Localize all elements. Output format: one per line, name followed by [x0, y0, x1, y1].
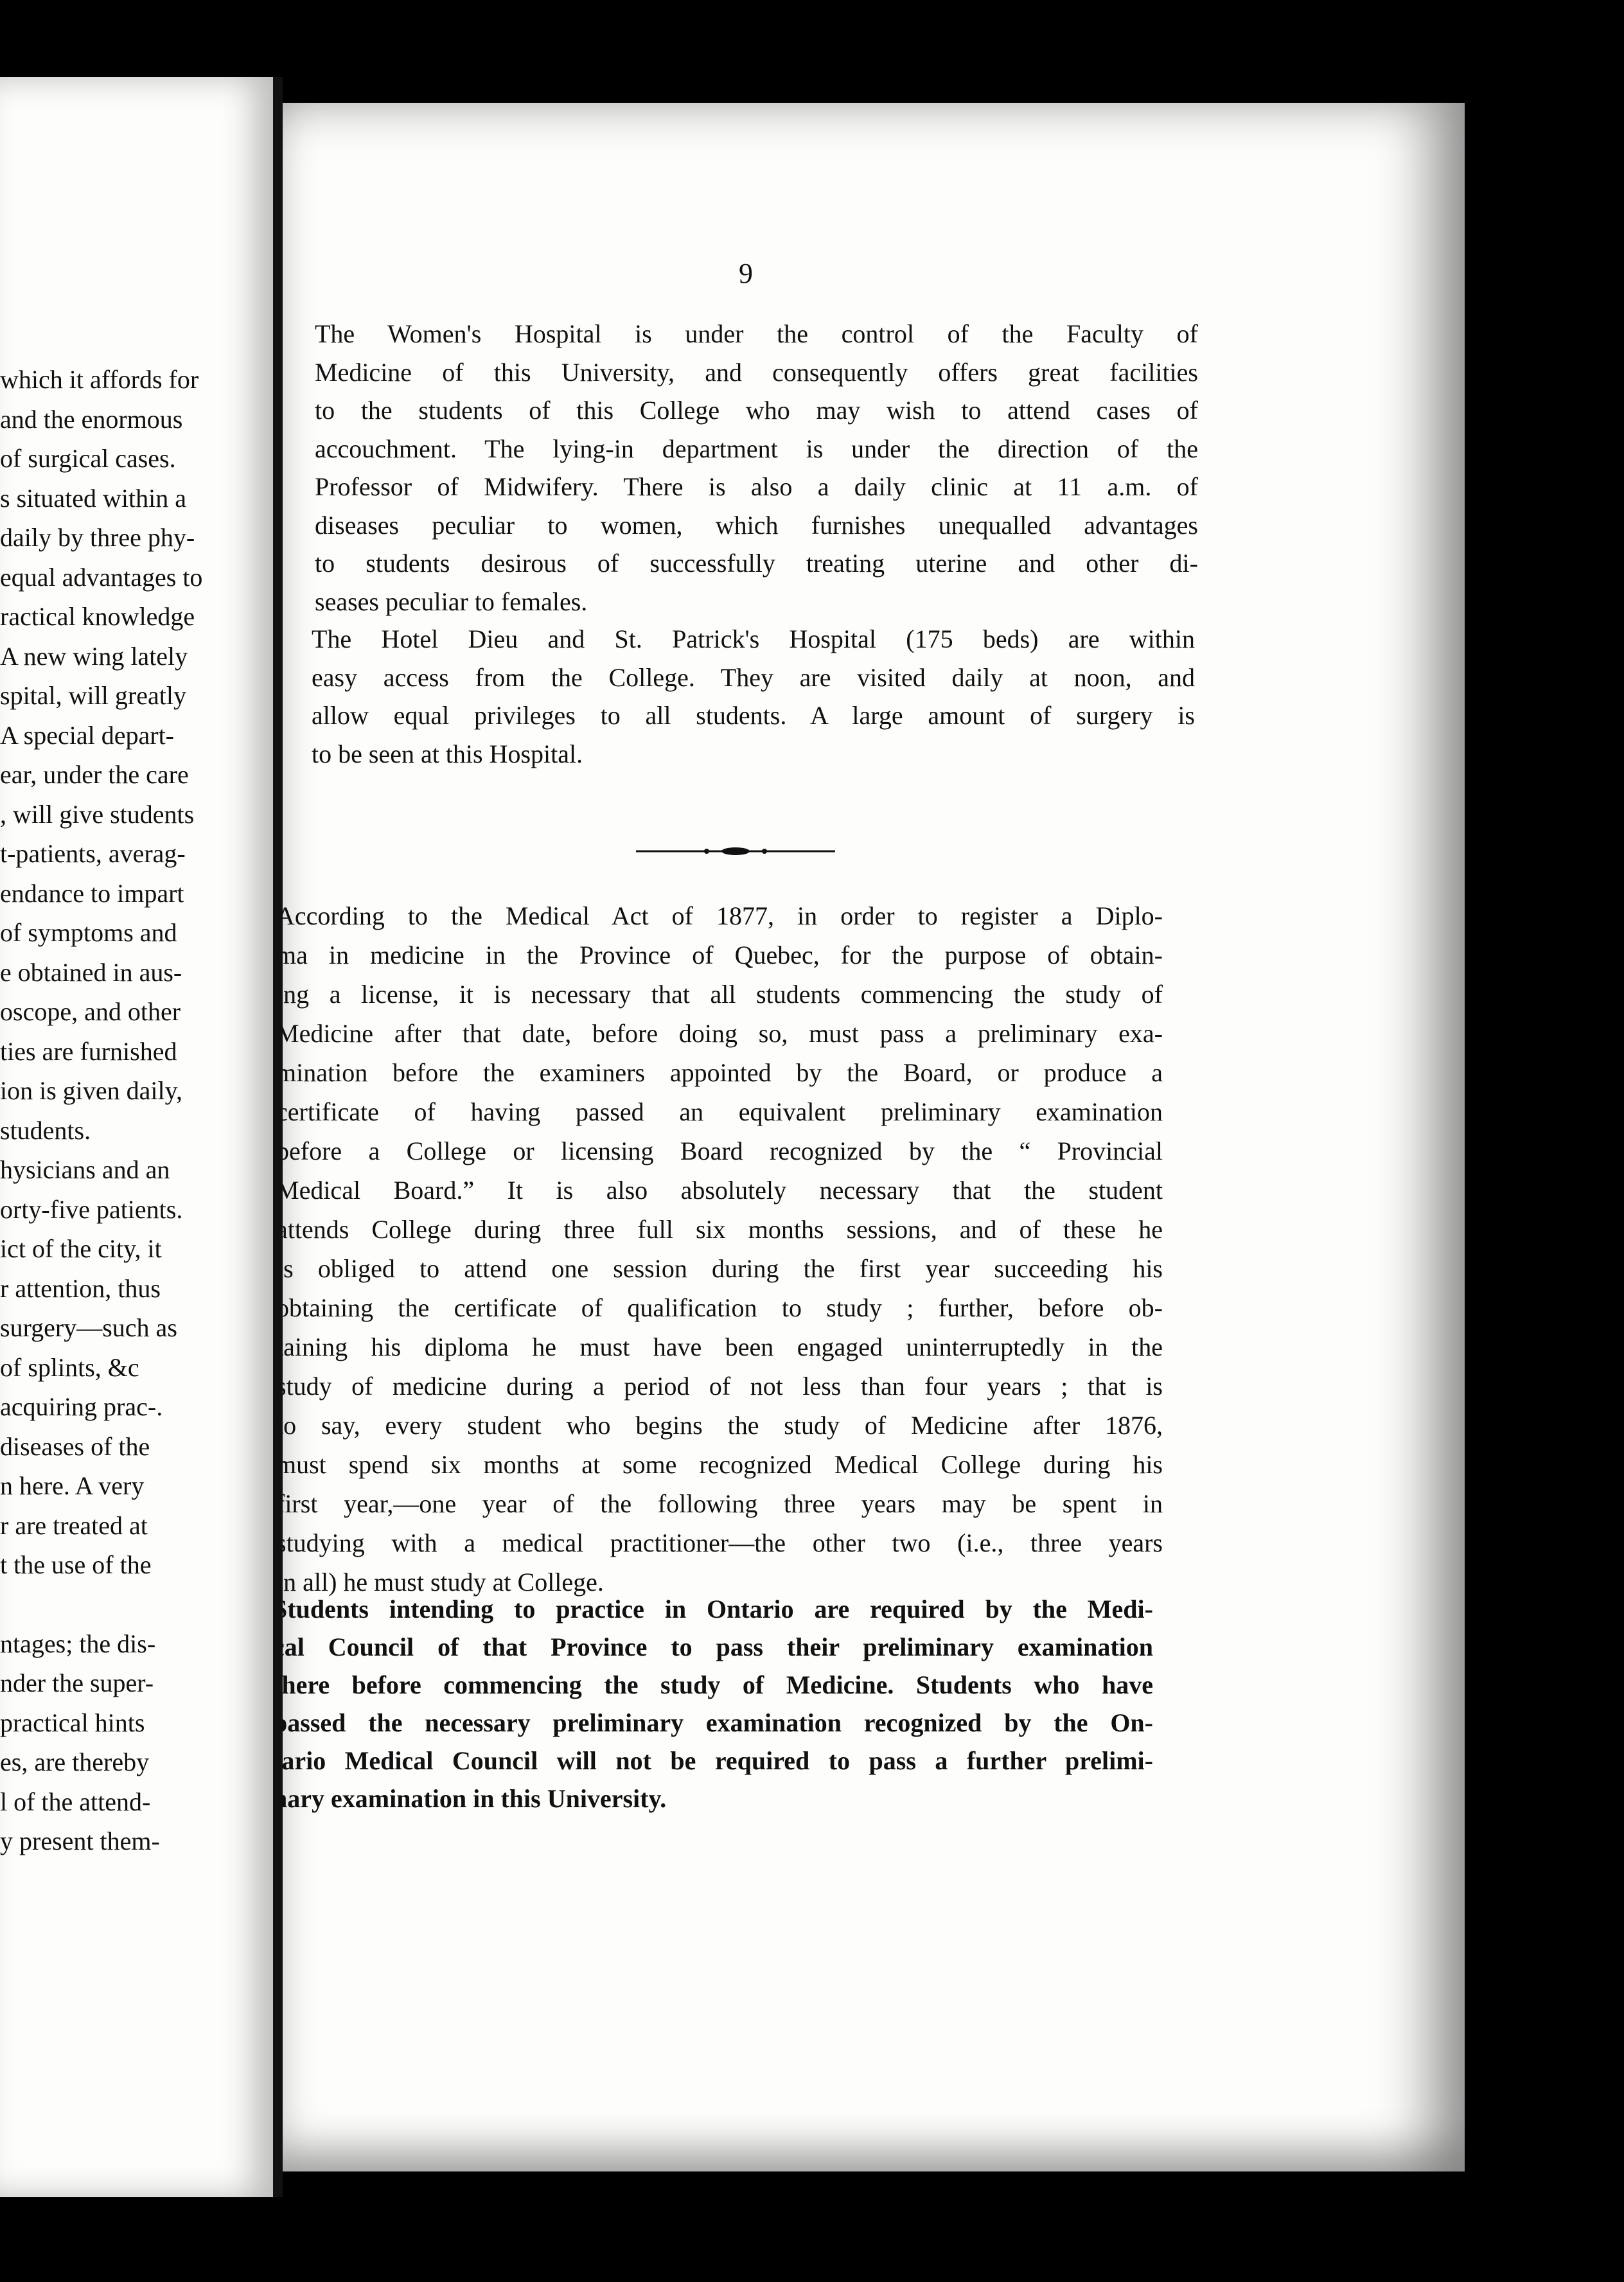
text-line: The Hotel Dieu and St. Patrick's Hospital (175 beds) are within [312, 624, 1195, 653]
left-page-text-line: t the use of the [0, 1550, 152, 1579]
text-line: allow equal privileges to all students. A large amount of surgery is [312, 701, 1195, 730]
left-page-text-line: y present them- [0, 1826, 160, 1855]
text-line: According to the Medical Act of 1877, in order to register a Diplo- [276, 901, 1163, 930]
text-line: tario Medical Council will not be required to pass a further prelimi- [273, 1746, 1153, 1775]
left-page-text-line: hysicians and an [0, 1155, 170, 1184]
text-line: obtaining the certificate of qualification to study ; further, before ob- [276, 1293, 1163, 1322]
text-line: Students intending to practice in Ontario are required by the Medi- [273, 1595, 1153, 1623]
text-line: cal Council of that Province to pass their preliminary examination [273, 1632, 1153, 1661]
left-page-text-line: e obtained in aus- [0, 957, 182, 987]
text-line: is obliged to attend one session during the first year succeeding his [276, 1254, 1163, 1283]
text-line: ing a license, it is necessary that all students commencing the study of [276, 980, 1163, 1009]
left-page-text-line: students. [0, 1115, 91, 1145]
text-line: study of medicine during a period of not less than four years ; that is [276, 1372, 1163, 1401]
left-page-text-line: , will give students [0, 799, 195, 829]
left-page-text-line: which it affords for [0, 365, 199, 394]
text-line: to the students of this College who may wish to attend cases of [315, 396, 1198, 425]
left-page-text-line: nder the super- [0, 1668, 154, 1697]
text-line: studying with a medical practitioner—the other two (i.e., three years [276, 1528, 1163, 1557]
left-page-text-line: ear, under the care [0, 760, 189, 789]
left-page-text-line [0, 1585, 263, 1624]
text-line: passed the necessary preliminary examination recognized by the On- [273, 1708, 1153, 1737]
left-page-text-line: ion is given daily, [0, 1076, 183, 1105]
text-line: in all) he must study at College. [276, 1568, 604, 1597]
text-line: attends College during three full six months sessions, and of these he [276, 1215, 1163, 1244]
left-page-text-line: of symptoms and [0, 918, 177, 947]
left-page-text-line: acquiring prac-. [0, 1392, 163, 1421]
text-line: nary examination in this University. [273, 1784, 667, 1813]
left-page-text-line: es, are thereby [0, 1747, 150, 1776]
left-page-text-line: ractical knowledge [0, 602, 195, 631]
medical-act-paragraph [276, 896, 1163, 1602]
text-line: to students desirous of successfully treating uterine and other di- [315, 549, 1198, 578]
text-line: mination before the examiners appointed by the Board, or produce a [276, 1058, 1163, 1087]
left-page-text-line: orty-five patients. [0, 1194, 183, 1224]
text-line: to say, every student who begins the study of Medicine after 1876, [276, 1411, 1163, 1440]
left-page-text-line: daily by three phy- [0, 523, 195, 552]
left-page-text-line: of surgical cases. [0, 444, 176, 473]
section-divider-ornament [636, 845, 835, 858]
left-page-text-line: A new wing lately [0, 641, 188, 671]
text-line: there before commencing the study of Medicine. Students who have [273, 1670, 1153, 1699]
left-page-text-line: endance to impart [0, 878, 184, 908]
hotel-dieu-paragraph [312, 620, 1195, 773]
text-line: The Women's Hospital is under the control of the Faculty of [315, 319, 1198, 348]
text-line: diseases peculiar to women, which furnishes unequalled advantages [315, 510, 1198, 540]
left-page-text-line: oscope, and other [0, 997, 181, 1026]
text-line: easy access from the College. They are visited daily at noon, and [312, 662, 1195, 692]
left-page-text-line: r attention, thus [0, 1273, 161, 1303]
left-page-text-line: A special depart- [0, 720, 174, 750]
text-line: Medical Board.” It is also absolutely necessary that the student [276, 1176, 1163, 1205]
left-page-text-line: of splints, &c [0, 1352, 139, 1382]
womens-hospital-paragraph [315, 315, 1198, 621]
left-page-text-line: surgery—such as [0, 1313, 177, 1342]
text-line: before a College or licensing Board recognized by the “ Provincial [276, 1137, 1163, 1165]
left-page-text-line: diseases of the [0, 1431, 150, 1461]
left-page-text-line: t-patients, averag- [0, 839, 186, 868]
left-page-text-line: l of the attend- [0, 1787, 151, 1816]
text-line: Medicine of this University, and consequently offers great facilities [315, 357, 1198, 387]
page-number: 9 [739, 258, 753, 289]
left-page-text-line: s situated within a [0, 483, 186, 513]
left-page [0, 77, 273, 2197]
left-page-text-column [0, 360, 263, 1861]
text-line: seases peculiar to females. [315, 587, 588, 616]
left-page-text-line: r are treated at [0, 1510, 148, 1540]
text-line: Professor of Midwifery. There is also a daily clinic at 11 a.m. of [315, 472, 1198, 501]
left-page-text-line: practical hints [0, 1708, 145, 1737]
text-line: accouchment. The lying-in department is under the direction of the [315, 434, 1198, 463]
text-line: taining his diploma he must have been engaged uninterruptedly in the [276, 1332, 1163, 1361]
left-page-text-line: n here. A very [0, 1471, 145, 1500]
text-line: certificate of having passed an equivalent preliminary examination [276, 1097, 1163, 1126]
left-page-text-line: equal advantages to [0, 562, 203, 592]
left-page-text-line: ict of the city, it [0, 1234, 162, 1263]
text-line: must spend six months at some recognized Medical College during his [276, 1450, 1163, 1479]
text-line: Medicine after that date, before doing so, must pass a preliminary exa- [276, 1019, 1163, 1048]
left-page-text-line: and the enormous [0, 404, 183, 434]
left-page-text-line: spital, will greatly [0, 681, 186, 710]
text-line: first year,—one year of the following three years may be spent in [276, 1489, 1163, 1518]
text-line: to be seen at this Hospital. [312, 739, 583, 768]
ontario-paragraph [273, 1590, 1153, 1818]
left-page-text-line: ntages; the dis- [0, 1629, 156, 1658]
text-line: ma in medicine in the Province of Quebec, for the purpose of obtain- [276, 941, 1163, 969]
left-page-text-line: ties are furnished [0, 1036, 177, 1066]
